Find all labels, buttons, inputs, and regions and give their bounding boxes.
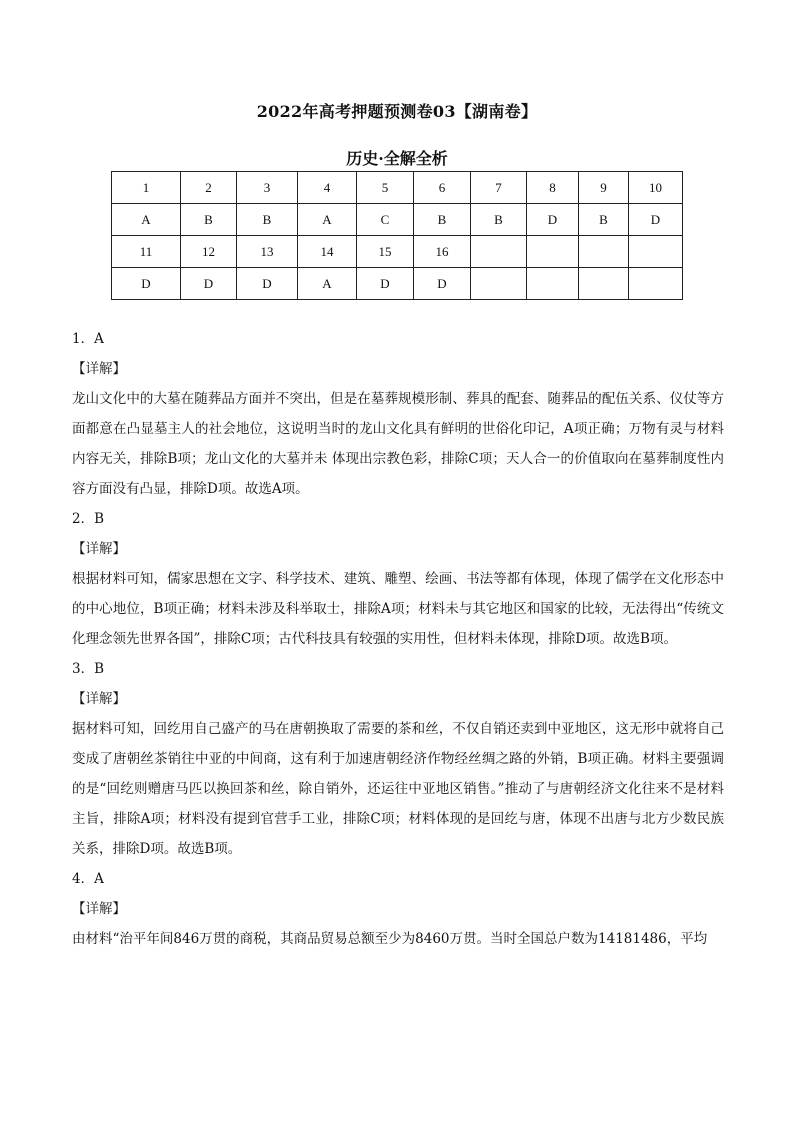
answer-table-cell	[527, 236, 579, 268]
question-3	[72, 654, 724, 864]
answer-table-cell: 5	[357, 172, 414, 204]
question-1	[72, 324, 724, 504]
answer-table-cell: 15	[357, 236, 414, 268]
answer-table-cell: D	[527, 204, 579, 236]
answer-table-cell: A	[112, 204, 181, 236]
answer-table-cell: 1	[112, 172, 181, 204]
answer-table-cell: D	[357, 268, 414, 300]
explanation-text: 根据材料可知，儒家思想在文字、科学技术、建筑、雕塑、绘画、书法等都有体现，体现了儒学在文化形态中的中心地位，B项正确；材料未涉及科举取士，排除A项；材料未与其它地区和国家的比较，无法得出“传统文化理念领先世界各国”，排除C项；古代科技具有较强的实用性，但材料未体现，排除D项。故选B项。	[72, 571, 724, 647]
answer-table-cell	[471, 236, 527, 268]
answer-table-cell: B	[181, 204, 237, 236]
answer-table-cell: 6	[414, 172, 471, 204]
answer-table-cell: 11	[112, 236, 181, 268]
detail-label: 【详解】	[72, 691, 126, 707]
answer-table-cell	[579, 236, 629, 268]
detail-label: 【详解】	[72, 361, 126, 377]
answer-table-cell: B	[471, 204, 527, 236]
answer-table-cell	[471, 268, 527, 300]
answer-table-cell: 14	[298, 236, 357, 268]
question-number: 1．A	[72, 331, 104, 347]
answer-table-cell: B	[237, 204, 298, 236]
explanation-text: 由材料“治平年间846万贯的商税，其商品贸易总额至少为8460万贯。当时全国总户数为14181486，平均	[72, 931, 708, 947]
question-2	[72, 504, 724, 654]
answer-table-row	[112, 268, 683, 300]
answer-table-row	[112, 172, 683, 204]
detail-label: 【详解】	[72, 901, 126, 917]
answer-table-cell	[629, 268, 683, 300]
question-number: 4．A	[72, 871, 104, 887]
explanation-text: 据材料可知，回纥用自己盛产的马在唐朝换取了需要的茶和丝，不仅自销还卖到中亚地区，这无形中就将自己变成了唐朝丝茶销往中亚的中间商，这有利于加速唐朝经济作物经丝绸之路的外销，B项正确。材料主要强调的是“回纥则赠唐马匹以换回茶和丝，除自销外，还运往中亚地区销售。”推动了与唐朝经济文化往来不是材料主旨，排除A项；材料没有提到官营手工业，排除C项；材料体现的是回纥与唐，体现不出唐与北方少数民族关系，排除D项。故选B项。	[72, 721, 724, 857]
explanation-text: 龙山文化中的大墓在随葬品方面并不突出，但是在墓葬规模形制、葬具的配套、随葬品的配伍关系、仪仗等方面都意在凸显墓主人的社会地位，这说明当时的龙山文化具有鲜明的世俗化印记，A项正确；万物有灵与材料内容无关，排除B项；龙山文化的大墓并未 体现出宗教色彩，排除C项；天人合一的价值取向在墓葬制度性内容方面没有凸显，排除D项。故选A项。	[72, 391, 724, 497]
answer-table-cell: 9	[579, 172, 629, 204]
answer-table-cell: 16	[414, 236, 471, 268]
answer-table-cell: 12	[181, 236, 237, 268]
answer-table-cell: 4	[298, 172, 357, 204]
answer-table-row	[112, 204, 683, 236]
detail-label: 【详解】	[72, 541, 126, 557]
answer-table-cell	[527, 268, 579, 300]
answer-table-cell: D	[181, 268, 237, 300]
answer-table-cell: 8	[527, 172, 579, 204]
answer-table-cell: D	[237, 268, 298, 300]
document-title: 2022年高考押题预测卷03【湖南卷】	[256, 102, 538, 121]
answer-table-cell: 13	[237, 236, 298, 268]
answer-table-cell: 2	[181, 172, 237, 204]
answer-table-cell: C	[357, 204, 414, 236]
document-subtitle: 历史·全解全析	[346, 149, 448, 168]
answer-table-cell: A	[298, 268, 357, 300]
answer-table-cell: B	[579, 204, 629, 236]
answer-table-cell: 7	[471, 172, 527, 204]
answer-table-cell: B	[414, 204, 471, 236]
answer-table-cell	[579, 268, 629, 300]
answer-table-cell: D	[112, 268, 181, 300]
question-number: 2．B	[72, 511, 105, 527]
answer-table-cell: 3	[237, 172, 298, 204]
explanations	[72, 324, 724, 954]
answer-table-cell: A	[298, 204, 357, 236]
answer-table-cell: 10	[629, 172, 683, 204]
answer-table-cell: D	[414, 268, 471, 300]
answer-table-cell	[629, 236, 683, 268]
question-4	[72, 864, 724, 954]
answer-table	[111, 171, 683, 300]
answer-table-row	[112, 236, 683, 268]
answer-table-cell: D	[629, 204, 683, 236]
question-number: 3．B	[72, 661, 105, 677]
